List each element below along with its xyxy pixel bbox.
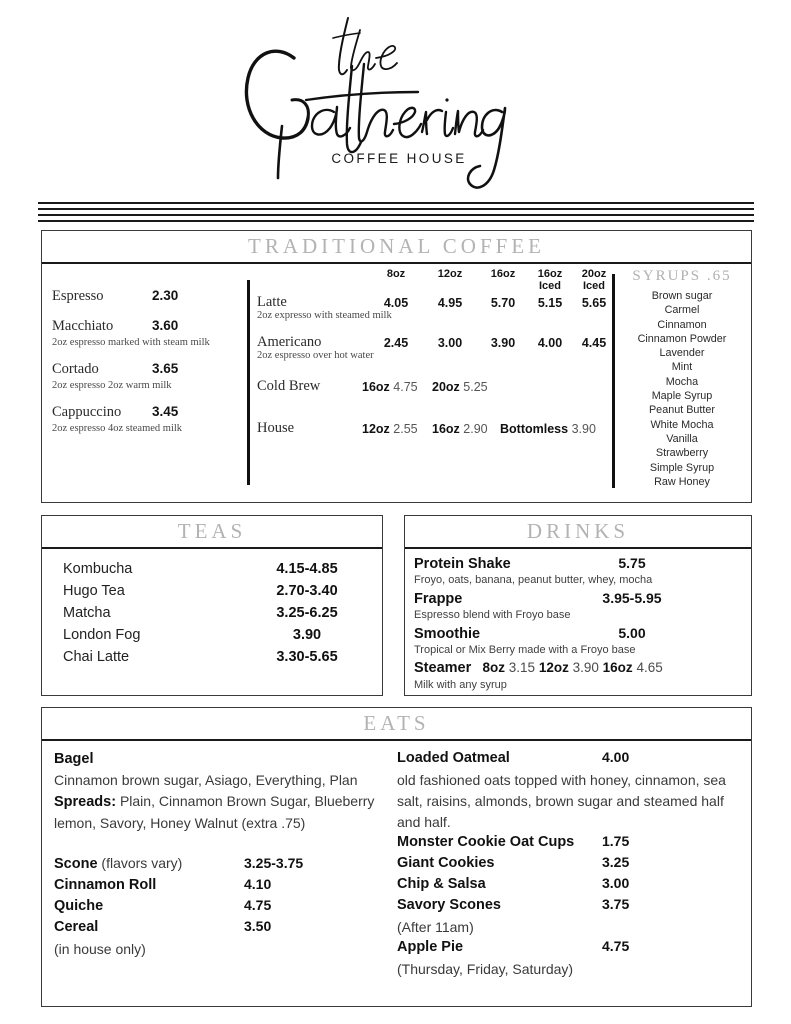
item-name: Macchiato (52, 318, 114, 334)
menu-item (52, 361, 244, 391)
item-description: 2oz expresso with steamed milk (257, 310, 392, 321)
item-name: Steamer (414, 660, 472, 676)
price-16oz: 5.70 (490, 296, 516, 310)
bagel-heading: Bagel (54, 751, 94, 767)
item-name: Cereal (54, 919, 99, 935)
price-value: 2.90 (463, 422, 488, 436)
section-header-drinks (405, 516, 751, 549)
syrup-item: Simple Syrup (649, 461, 715, 474)
eats-right-column (397, 749, 747, 980)
section-header-traditional (42, 231, 751, 264)
menu-item-loaded-oatmeal (397, 749, 747, 770)
item-price: 3.95-5.95 (602, 590, 662, 606)
menu-item (52, 318, 244, 348)
section-body-teas (42, 549, 382, 671)
item-description: Tropical or Mix Berry made with a Froyo base (414, 644, 636, 656)
item-name: Matcha (63, 605, 111, 621)
syrup-item: Mint (671, 361, 693, 374)
eats-left-column (42, 749, 397, 980)
item-name: Savory Scones (397, 897, 501, 913)
item-price: 4.10 (244, 876, 272, 892)
item-description: 2oz espresso 4oz steamed milk (52, 423, 183, 434)
syrups-title: SYRUPS .65 (632, 268, 732, 284)
coldbrew-option-2 (432, 380, 488, 394)
price-value: 3.90 (571, 422, 596, 436)
menu-item (397, 854, 747, 875)
item-name: London Fog (63, 627, 141, 643)
menu-item (54, 897, 397, 918)
spreads-line (54, 791, 397, 834)
item-description: 2oz espresso marked with steam milk (52, 337, 210, 348)
item-price: 3.60 (152, 318, 179, 333)
price-value: 5.25 (463, 380, 488, 394)
size-label: 16oz (602, 660, 633, 675)
section-traditional-coffee (41, 230, 752, 503)
item-name: Chai Latte (63, 649, 130, 665)
menu-item-latte (257, 294, 607, 325)
coldbrew-option-1 (362, 380, 418, 394)
syrup-item: White Mocha (650, 418, 714, 431)
menu-item (397, 896, 747, 917)
item-name: Cortado (52, 361, 99, 377)
item-name: Quiche (54, 898, 104, 914)
price-value: 3.90 (572, 660, 599, 675)
syrup-item: Brown sugar (651, 290, 713, 302)
item-price: 4.75 (602, 938, 630, 954)
item-name: Loaded Oatmeal (397, 750, 510, 766)
size-column-headers (257, 266, 607, 294)
section-teas (41, 515, 383, 696)
menu-item (42, 627, 382, 649)
section-header-eats (42, 708, 751, 741)
item-price: 3.25-6.25 (276, 605, 338, 621)
item-name: Latte (257, 294, 287, 310)
size-header-12oz: 12oz (437, 268, 463, 280)
item-name: Scone (flavors vary) (54, 855, 183, 872)
item-price: 3.30-5.65 (276, 649, 338, 665)
menu-item-cold-brew (257, 377, 607, 413)
price-8oz: 4.05 (383, 296, 409, 310)
menu-item (397, 875, 747, 896)
item-price: 3.50 (244, 918, 272, 934)
item-description: old fashioned oats topped with honey, cinnamon, sea salt, raisins, almonds, brown sugar and steamed half and half. (397, 772, 726, 830)
price-12oz: 4.95 (437, 296, 463, 310)
item-name: Protein Shake (414, 556, 511, 572)
item-name: Hugo Tea (63, 583, 125, 599)
item-name: Cold Brew (257, 378, 321, 394)
house-option-2 (432, 422, 488, 436)
item-name: Apple Pie (397, 939, 464, 955)
price-20oz-iced: 4.45 (581, 336, 607, 350)
menu-item (414, 555, 751, 573)
size-label: 16oz (362, 380, 390, 394)
price-value: 4.75 (393, 380, 418, 394)
item-price: 3.65 (152, 361, 179, 376)
item-name: Espresso (52, 288, 104, 304)
menu-item (54, 918, 397, 939)
size-header-16oz-iced: 16oz Iced (537, 268, 563, 292)
brand-logo (0, 8, 791, 198)
item-price: 3.90 (292, 627, 322, 643)
menu-item (52, 404, 244, 434)
menu-item (54, 876, 397, 897)
item-price: 4.15-4.85 (276, 561, 338, 577)
section-drinks (404, 515, 752, 696)
size-label: Bottomless (500, 422, 569, 436)
divider-line-4 (38, 220, 754, 222)
spreads-label: Spreads: (54, 794, 117, 810)
item-description: Froyo, oats, banana, peanut butter, whey, mocha (414, 574, 653, 586)
syrup-item: Maple Syrup (651, 390, 713, 403)
item-note: (Thursday, Friday, Saturday) (397, 961, 574, 977)
item-name: Cappuccino (52, 404, 122, 420)
item-price: 3.00 (602, 875, 630, 891)
header-divider (38, 202, 754, 222)
syrup-item: Cinnamon (657, 318, 707, 331)
size-header-20oz-iced: 20oz Iced (581, 268, 607, 292)
item-name: Kombucha (63, 561, 133, 577)
drinks-price-table (257, 266, 607, 455)
house-option-3 (500, 422, 596, 436)
item-price: 3.25 (602, 854, 630, 870)
price-value: 2.55 (393, 422, 418, 436)
item-note: (After 11am) (397, 919, 474, 935)
item-description: Espresso blend with Froyo base (414, 609, 571, 621)
item-price: 5.00 (618, 625, 646, 641)
price-value: 3.15 (508, 660, 536, 675)
item-name: Chip & Salsa (397, 876, 486, 892)
item-price: 5.75 (618, 555, 646, 571)
menu-item (42, 561, 382, 583)
item-price: 3.45 (152, 404, 179, 419)
item-name: Cinnamon Roll (54, 877, 157, 893)
menu-item (42, 583, 382, 605)
section-title-teas: TEAS (177, 519, 247, 543)
item-name: Frappe (414, 591, 463, 607)
section-header-teas (42, 516, 382, 549)
section-body-eats (42, 741, 751, 980)
syrup-item: Strawberry (655, 447, 709, 460)
item-name: Monster Cookie Oat Cups (397, 834, 575, 850)
espresso-column (52, 288, 244, 447)
item-name: Giant Cookies (397, 855, 495, 871)
logo-artwork (236, 8, 556, 198)
house-option-1 (362, 422, 418, 436)
price-16oz-iced: 5.15 (537, 296, 563, 310)
item-price: 3.25-3.75 (244, 855, 304, 871)
item-price: 4.00 (602, 749, 630, 765)
price-20oz-iced: 5.65 (581, 296, 607, 310)
item-name: House (257, 420, 295, 436)
menu-item (42, 649, 382, 671)
logo-subtitle: COFFEE HOUSE (330, 151, 467, 166)
item-name: Americano (257, 334, 322, 350)
menu-item-americano (257, 334, 607, 365)
price-16oz: 3.90 (490, 336, 516, 350)
item-price: 2.30 (152, 288, 179, 303)
syrups-column (622, 268, 742, 489)
syrup-item: Peanut Butter (648, 404, 716, 417)
section-eats (41, 707, 752, 1007)
syrup-item: Lavender (659, 347, 705, 360)
syrup-item: Carmel (664, 304, 700, 317)
size-header-8oz: 8oz (386, 268, 406, 280)
size-label: 8oz (482, 660, 506, 675)
item-name-suffix: (flavors vary) (97, 855, 183, 871)
item-description: 2oz espresso over hot water (257, 350, 374, 361)
menu-item-steamer (414, 660, 751, 678)
price-16oz-iced: 4.00 (537, 336, 563, 350)
menu-item (52, 288, 244, 305)
price-12oz: 3.00 (437, 336, 463, 350)
menu-item (397, 938, 747, 959)
menu-item (414, 625, 751, 643)
item-description: Milk with any syrup (414, 679, 507, 691)
item-price: 2.70-3.40 (276, 583, 338, 599)
size-label: 12oz (362, 422, 390, 436)
syrup-item: Cinnamon Powder (637, 332, 727, 345)
size-label: 20oz (432, 380, 460, 394)
section-title-traditional: TRADITIONAL COFFEE (248, 234, 545, 258)
item-price: 3.75 (602, 896, 630, 912)
menu-item-house (257, 419, 607, 455)
cereal-note: (in house only) (54, 941, 146, 957)
size-label: 16oz (432, 422, 460, 436)
size-header-16oz: 16oz (490, 268, 516, 280)
vertical-divider-left (247, 280, 250, 485)
menu-item (42, 605, 382, 627)
price-8oz: 2.45 (383, 336, 409, 350)
item-price: 4.75 (244, 897, 272, 913)
size-label: 12oz (538, 660, 569, 675)
section-title-eats: EATS (363, 711, 430, 735)
spreads-text: Plain, Cinnamon Brown Sugar, Blueberry lemon, Savory, Honey Walnut (extra .75) (54, 793, 375, 831)
syrup-item: Mocha (665, 375, 699, 388)
syrup-item: Vanilla (666, 432, 698, 445)
item-description: 2oz espresso 2oz warm milk (52, 380, 172, 391)
price-value: 4.65 (636, 660, 663, 675)
bagel-flavors: Cinnamon brown sugar, Asiago, Everything, Plan (54, 772, 358, 788)
item-name: Smoothie (414, 626, 481, 642)
menu-item (414, 590, 751, 608)
item-price: 1.75 (602, 833, 630, 849)
section-title-drinks: DRINKS (526, 519, 630, 543)
menu-item (54, 855, 397, 876)
section-body-drinks (405, 549, 751, 695)
menu-item (397, 833, 747, 854)
syrup-item: Raw Honey (654, 475, 710, 488)
